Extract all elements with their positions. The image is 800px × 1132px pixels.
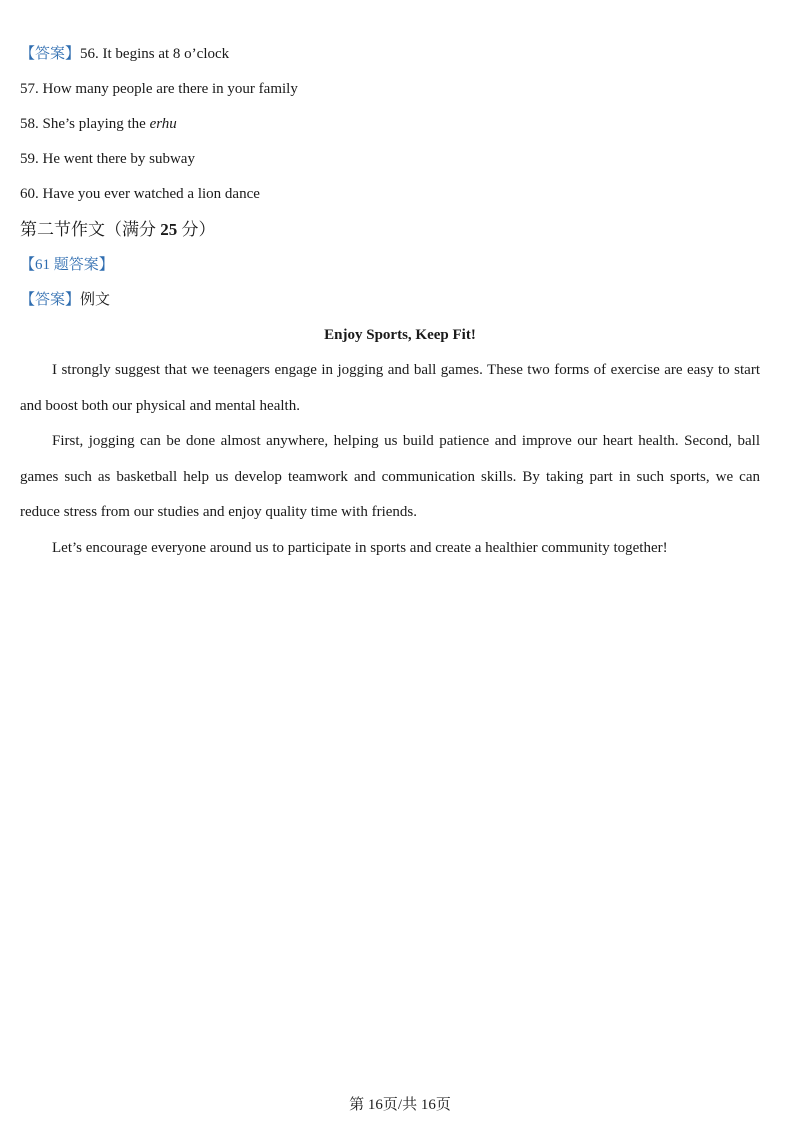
essay-title: Enjoy Sports, Keep Fit! (324, 327, 476, 343)
section-heading-score: 25 (160, 220, 178, 239)
answer-tag: 【答案】 (20, 46, 81, 62)
answer-58 (20, 114, 177, 134)
answer-tag: 【答案】 (20, 292, 81, 308)
essay-paragraph-3: Let’s encourage everyone around us to participate in sports and create a healthier community together! (52, 540, 668, 556)
answer-59: 59. He went there by subway (20, 151, 195, 167)
answer-56 (20, 44, 229, 64)
section-heading-prefix: 第二节作文（满分 (20, 220, 161, 239)
essay-paragraph-1: I strongly suggest that we teenagers engage in jogging and ball games. These two forms of exercise are easy to start and boost both our physical and mental health. (20, 362, 760, 414)
section-heading (20, 218, 216, 242)
page-footer: 第 16页/共 16页 (349, 1097, 451, 1113)
essay-paragraph-2: First, jogging can be done almost anywhere, helping us build patience and improve our heart health. Second, ball games such as basketball help us develop teamwork and communication skills. By taking part in such sports, we can reduce stress from our studies and enjoy quality time with friends. (20, 433, 760, 520)
answer-56-text: 56. It begins at 8 o’clock (80, 46, 230, 62)
answer-label: 例文 (80, 292, 111, 308)
answer-58-italic: erhu (149, 116, 177, 132)
answer-57: 57. How many people are there in your family (20, 81, 298, 97)
answer-61 (20, 290, 110, 310)
answer-58-text: 58. She’s playing the (20, 116, 150, 132)
question-61-tag: 【61 题答案】 (20, 257, 114, 273)
section-heading-suffix: 分） (177, 220, 216, 239)
answer-60: 60. Have you ever watched a lion dance (20, 186, 260, 202)
